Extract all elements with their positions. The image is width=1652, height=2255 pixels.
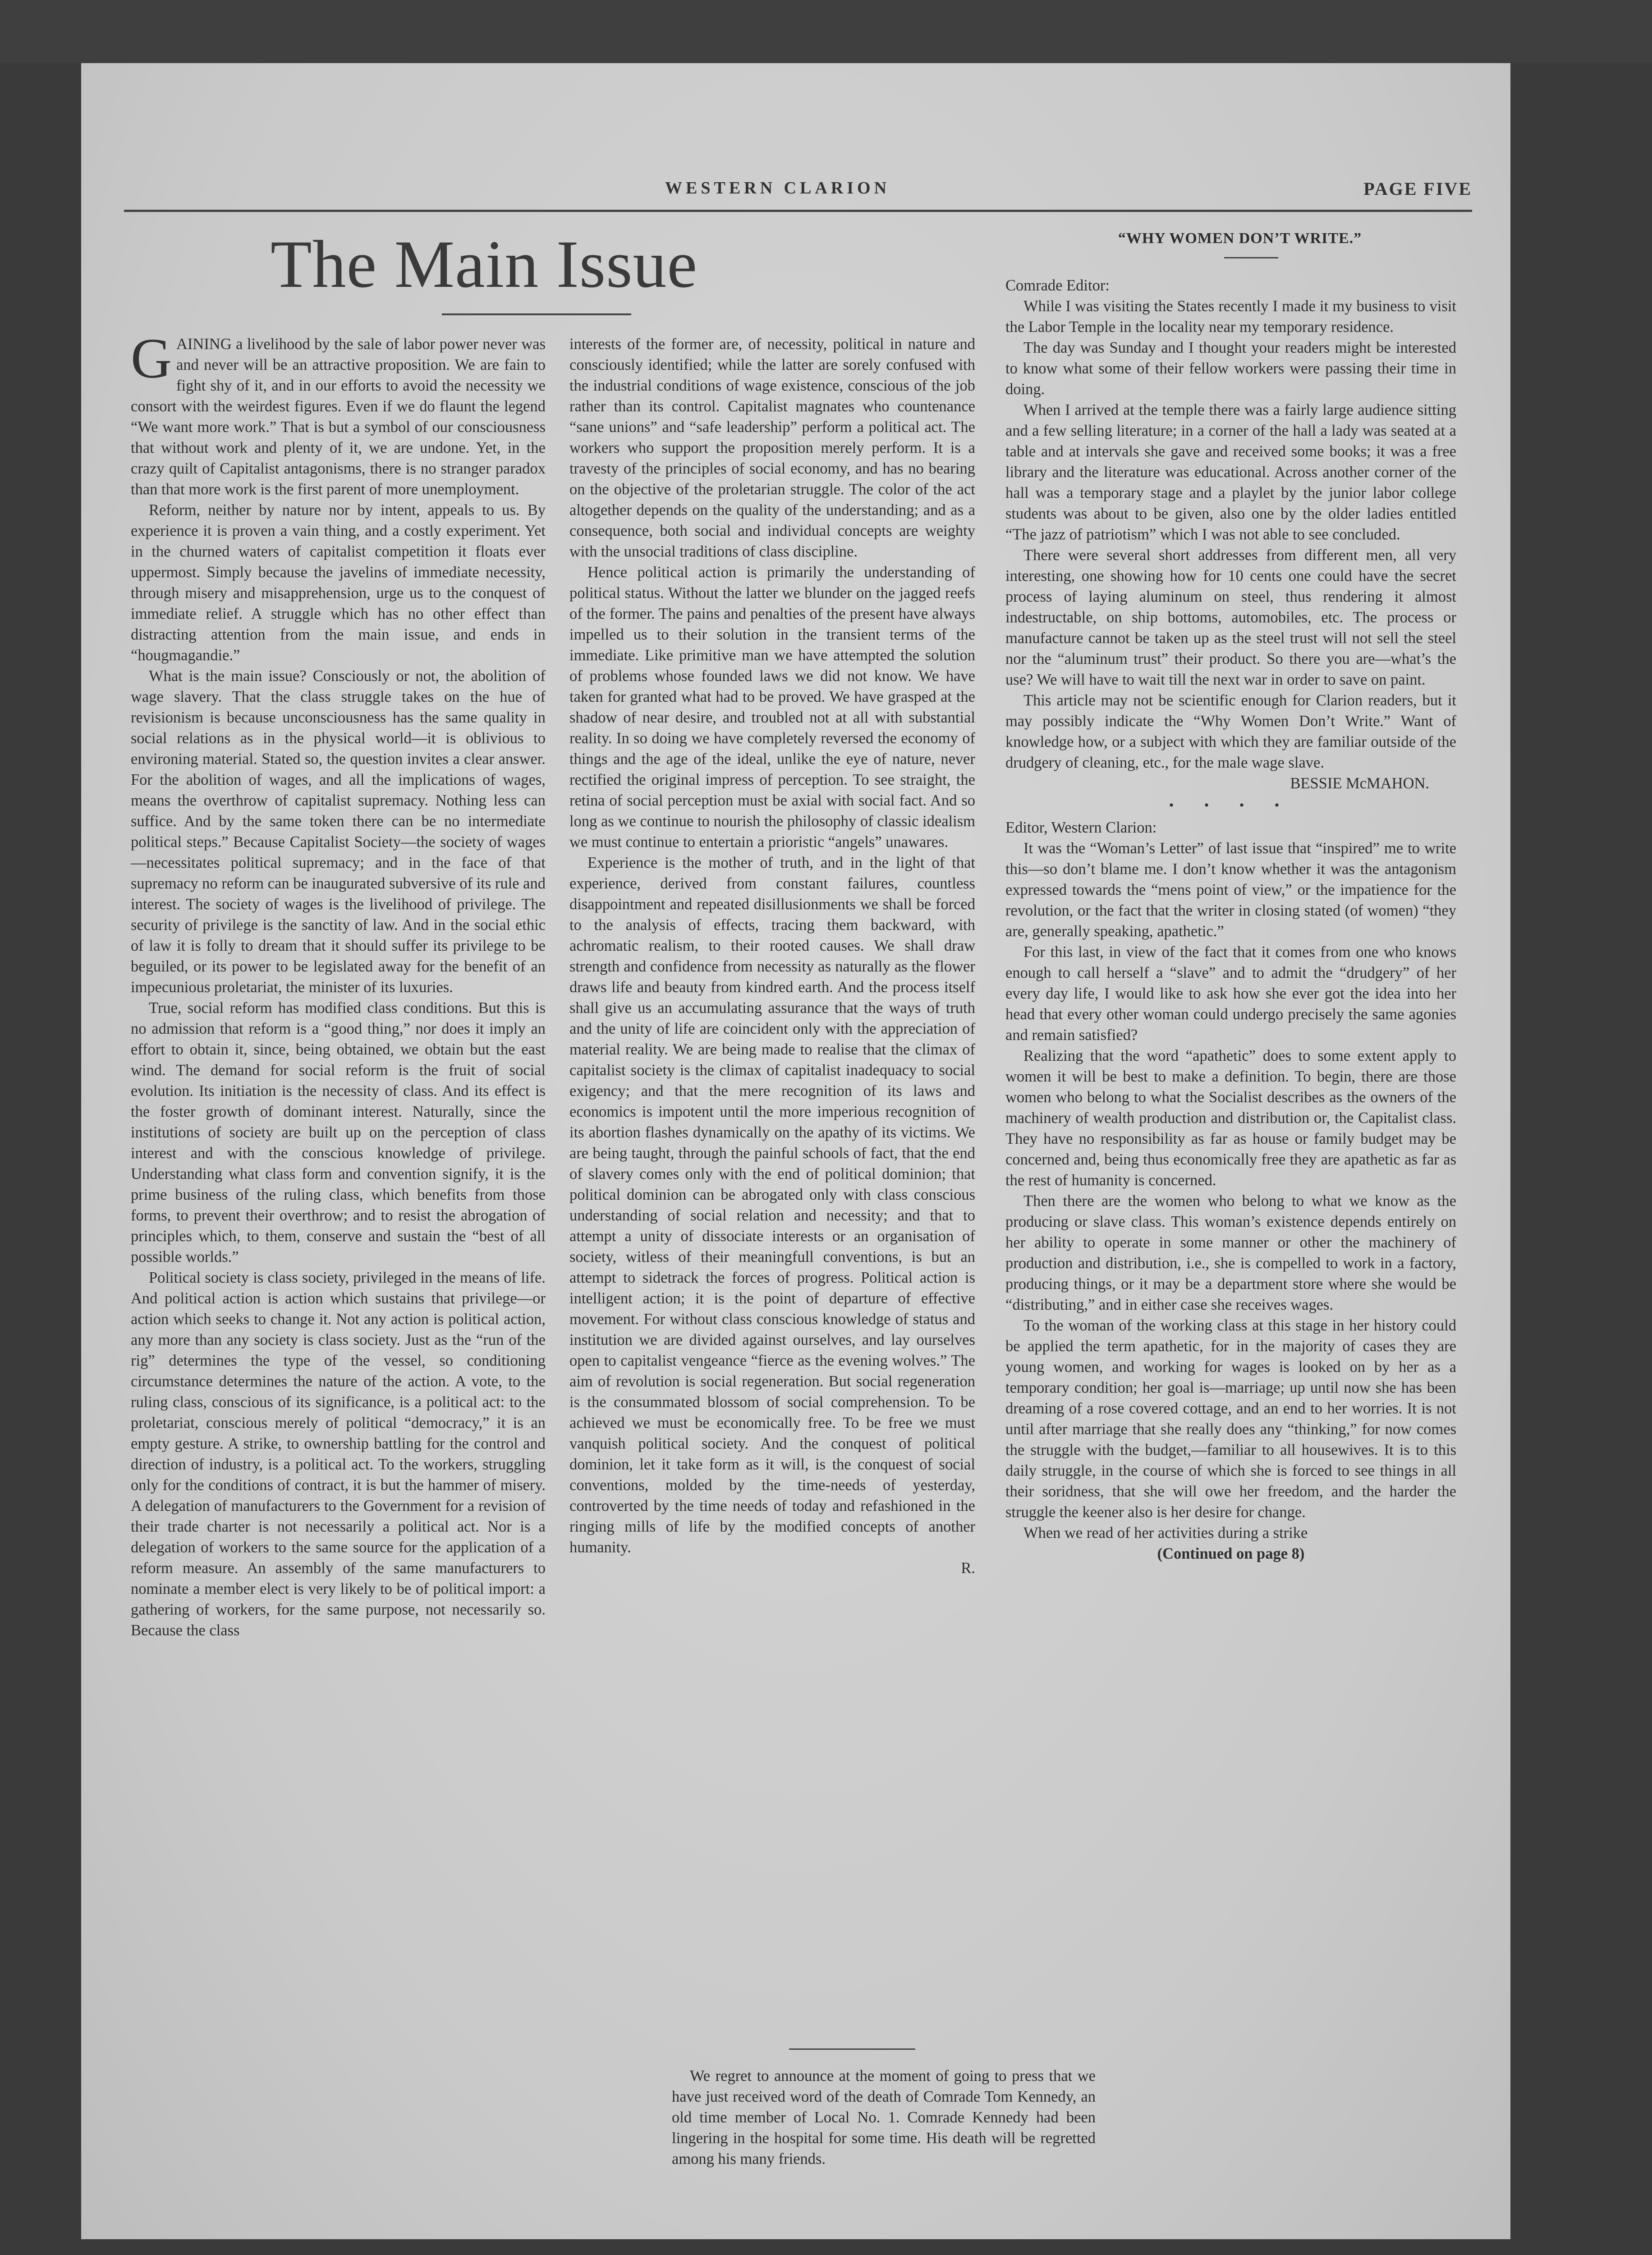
masthead-title: WESTERN CLARION <box>665 179 890 198</box>
article-paragraph: Experience is the mother of truth, and in the light of that experience, derived from constant failures, countless disappointment and repeated disillusionments we shall be forced to the analysis of effects, tracing them backward, with achromatic realism, to their rooted causes. We shall draw strength and confidence from necessity as naturally as the flower draws life and beauty from kindred earth. And the process itself shall give us an accumulating assurance that the ways of truth and the unity of life are coincident only with the appreciation of material reality. We are being made to realise that the climax of capitalist society is the climax of capitalist inadequacy to social exigency; and that the mere recognition of its laws and economics is impotent until the more imperious recognition of its abortion flashes dynamically on the apathy of its victims. We are being taught, through the painful schools of fact, that the end of slavery comes only with the end of political dominion; that political dominion can be abrogated only with class conscious understanding of social relation and necessity; and that to attempt a unity of dissociate interests or an organisation of society, witless of their meaningfull conventions, is but an attempt to sidetrack the forces of progress. Political action is intelligent action; it is the point of departure of effective movement. For without class conscious knowledge of status and institution we are divided against ourselves, and lay ourselves open to capitalist vengeance “fierce as the evening wolves.” The aim of revolution is social regeneration. But social regeneration is the consummated blossom of social comprehension. To be achieved we must be economically free. To be free we must vanquish political society. And the conquest of political dominion, let it take form as it will, is the conquest of social conventions, molded by the time-needs of yesterday, controverted by the time needs of today and refashioned in the ringing mills of life by the modified concepts of another humanity. <box>569 854 975 1556</box>
article-title: The Main Issue <box>271 227 698 302</box>
article-paragraph: Political society is class society, privileged in the means of life. And political action is action which sustains that privilege—or action which seeks to change it. Not any action is political action, any more than any society is class society. Just as the “run of the rig” determines the type of the vessel, so conditioning circumstance determines the nature of the action. A vote, to the ruling class, conscious of its significance, is a political act: to the proletariat, conscious merely of political “democracy,” it is an empty gesture. A strike, to ownership battling for the control and direction of industry, is a political act. To the workers, struggling only for the conditions of contract, it is but the hammer of misery. A delegation of manufacturers to the Government for a revision of their trade charter is not necessarily a political act. Nor is a delegation of workers to the same source for the application of a reform measure. An assembly of the same manufacturers to nominate a member elect is very likely to be of political import: a gathering of workers, for the same purpose, not necessarily so. Because the class <box>131 1269 546 1639</box>
drop-cap: G <box>131 327 172 390</box>
continued-note: (Continued on page 8) <box>1157 1545 1305 1562</box>
header-rule <box>124 210 1472 212</box>
letter-paragraph: There were several short addresses from different men, all very interesting, one showing how for 10 cents one could have the secret process of laying aluminum on steel, thus rendering it almost indestructable, on ship bottoms, automobiles, etc. The process or manufacture cannot be taken up as the steel trust will not sell the steel nor the “aluminum trust” their product. So there you are—what’s the use? We will have to wait till the next war in order to save on paint. <box>1005 547 1456 688</box>
newspaper-page <box>81 63 1510 2239</box>
title-underline <box>1224 257 1278 258</box>
letter-paragraph: Then there are the women who belong to what we know as the producing or slave class. This woman’s existence depends entirely on her ability to operate in some manner or other the machinery of production and distribution, i.e., she is compelled to work in a factory, producing things, or it may be a department store where she would be “distributing,” and in either case she receives wages. <box>1005 1192 1456 1313</box>
letter-paragraph: The day was Sunday and I thought your readers might be interested to know what some of their fellow workers were passing their time in doing. <box>1005 339 1456 398</box>
letter-paragraph: It was the “Woman’s Letter” of last issue that “inspired” me to write this—so don’t blame me. I don’t know whether it was the antagonism expressed towards the “mens point of view,” or the impatience for the revolution, or the fact that the writer in closing stated (of women) “they are, generally speaking, apathetic.” <box>1005 840 1456 940</box>
scan-frame-top <box>0 0 1652 63</box>
article-signature: R. <box>961 1560 975 1577</box>
letter-paragraph: For this last, in view of the fact that it comes from one who knows enough to call herself a “slave” and to admit the “drudgery” of her every day life, I would like to ask how she ever got the idea into her head that every other woman could undergo precisely the same agonies and remain satisfied? <box>1005 943 1456 1044</box>
title-rule <box>442 313 631 315</box>
article-paragraph: interests of the former are, of necessity, political in nature and consciously identified; while the latter are sorely confused with the industrial conditions of wage existence, conscious of the job rather than its control. Capitalist magnates who countenance “sane unions” and “safe leadership” perform a political act. The workers who support the proposition merely perform. It is a travesty of the principles of social economy, and has no bearing on the objective of the proletarian struggle. The color of the act altogether depends on the quality of the understanding; and as a consequence, both social and individual concepts are weighty with the unsocial traditions of class discipline. <box>569 336 975 560</box>
letters-column <box>1005 275 1456 1564</box>
letter-paragraph: This article may not be scientific enough for Clarion readers, but it may possibly indicate the “Why Women Don’t Write.” Want of knowledge how, or a subject with which they are familiar outside of the drudgery of cleaning, etc., for the male wage slave. <box>1005 692 1456 771</box>
section-divider <box>789 2048 915 2050</box>
article-paragraph: Reform, neither by nature nor by intent, appeals to us. By experience it is proven a vain thing, and a costly experiment. Yet in the churned waters of capitalist competition it floats ever uppermost. Simply because the javelins of immediate necessity, through misery and misapprehension, urge us to the conquest of immediate relief. A struggle which has no other effect than distracting attention from the main issue, and ends in “hougmagandie.” <box>131 502 546 664</box>
paragraph-text: AINING a livelihood by the sale of labor power never was and never will be an attractive proposition. We are fain to fight shy of it, and in our efforts to avoid the necessity we consort with the weirdest figures. Even if we do flaunt the legend “We want more work.” That is but a symbol of our consciousness that without work and plenty of it, we are undone. Yet, in the crazy quilt of Capitalist antagonisms, there is no stranger paradox than that more work is the first parent of more unemployment. <box>131 336 546 498</box>
letter-paragraph: When we read of her activities during a strike <box>1023 1524 1308 1542</box>
death-notice <box>672 2066 1096 2169</box>
notice-text: We regret to announce at the moment of going to press that we have just received word of the death of Comrade Tom Kennedy, an old time member of Local No. 1. Comrade Kennedy had been lingering in the hospital for some time. His death will be regretted among his many friends. <box>672 2067 1096 2168</box>
letter-paragraph: When I arrived at the temple there was a fairly large audience sitting and a few selling literature; in a corner of the hall a lady was seated at a table and at intervals she gave and received some books; it was a free library and the literature was educational. Across another corner of the hall was a temporary stage and a playlet by the junior labor college students was about to be given, also one by the older ladies entitled “The jazz of patriotism” which I was not able to see concluded. <box>1005 401 1456 543</box>
article-paragraph: Hence political action is primarily the understanding of political status. Without the latter we blunder on the jagged reefs of the former. The pains and penalties of the present have always impelled us to their solution in the transient terms of the immediate. Like primitive man we have attempted the solution of problems whose founded laws we did not know. We have taken for granted what had to be proved. We have grasped at the shadow of near desire, and troubled not at all with substantial reality. In so doing we have completely reversed the economy of things and the age of the ideal, unlike the eye of nature, never rectified the original impress of perception. To see straight, the retina of social perception must be axial with social fact. And so long as we continue to nourish the philosophy of classic idealism we must continue to entertain a prioristic “angels” unawares. <box>569 564 975 851</box>
letter-paragraph: While I was visiting the States recently I made it my business to visit the Labor Temple in the locality near my temporary residence. <box>1005 298 1456 336</box>
letter-paragraph: Realizing that the word “apathetic” does to some extent apply to women it will be best to make a definition. To begin, there are those women who belong to what the Socialist describes as the owners of the machinery of wealth production and distribution or, the Capitalist class. They have no responsibility as far as house or family budget may be concerned and, being thus economically free they are apathetic as far as the rest of humanity is concerned. <box>1005 1047 1456 1189</box>
article-column-2 <box>569 334 975 1578</box>
letter-paragraph: To the woman of the working class at this stage in her history could be applied the term apathetic, for in the majority of cases they are young women, and working for wages is looked on by her as a temporary condition; her goal is—marriage; up until now she has been dreaming of a rose covered cottage, and an end to her worries. It is not until after marriage that she really does any “thinking,” for now comes the struggle with the budget,—familiar to all housewives. It is to this daily struggle, in the course of which she is forced to see things in all their soridness, that she will owe her freedom, and the harder the struggle the keener also is her desire for change. <box>1005 1317 1456 1521</box>
letter-signature: BESSIE McMAHON. <box>1290 775 1429 792</box>
article-paragraph <box>131 327 546 500</box>
article-paragraph: True, social reform has modified class conditions. But this is no admission that reform is a “good thing,” nor does it imply an effort to obtain it, since, being obtained, we obtain but the east wind. The demand for social reform is the fruit of social evolution. Its initiation is the necessity of class. And its effect is the foster growth of dominant interest. Naturally, since the institutions of society are built up on the perception of class interest and with the conscious knowledge of privilege. Understanding what class form and convention signify, it is the prime business of the ruling class, which benefits from those forms, to prevent their overthrow; and to resist the abrogation of principles which, to them, conserve and sustain the “best of all possible worlds.” <box>131 999 546 1266</box>
article-column-1 <box>131 327 546 1641</box>
article-paragraph: What is the main issue? Consciously or not, the abolition of wage slavery. That the class struggle takes on the hue of revisionism is because unconsciousness has the same quality in social relations as in the physical world—it is oblivious to environing material. Stated so, the question invites a clear answer. For the abolition of wages, and all the implications of wages, means the overthrow of capitalist supremacy. Nothing less can suffice. And by the same token there can be no intermediate political steps.” Because Capitalist Society—the society of wages—necessitates political supremacy; and in the face of that supremacy no reform can be inaugurated subversive of its rule and interest. The society of wages is the livelihood of privilege. The security of privilege is the sanctity of law. And in the social ethic of law it is folly to dream that it should suffer its privilege to be beguiled, or its power to be legislated away for the benefit of an impecunious proletariat, the minister of its luxuries. <box>131 667 546 996</box>
letters-title: “WHY WOMEN DON’T WRITE.” <box>1118 230 1362 247</box>
running-head <box>124 178 1472 199</box>
letter-salutation: Comrade Editor: <box>1005 277 1110 294</box>
page-number: PAGE FIVE <box>1363 179 1472 199</box>
letter-salutation: Editor, Western Clarion: <box>1005 819 1157 836</box>
separator-stars: • • • • <box>1169 798 1293 813</box>
